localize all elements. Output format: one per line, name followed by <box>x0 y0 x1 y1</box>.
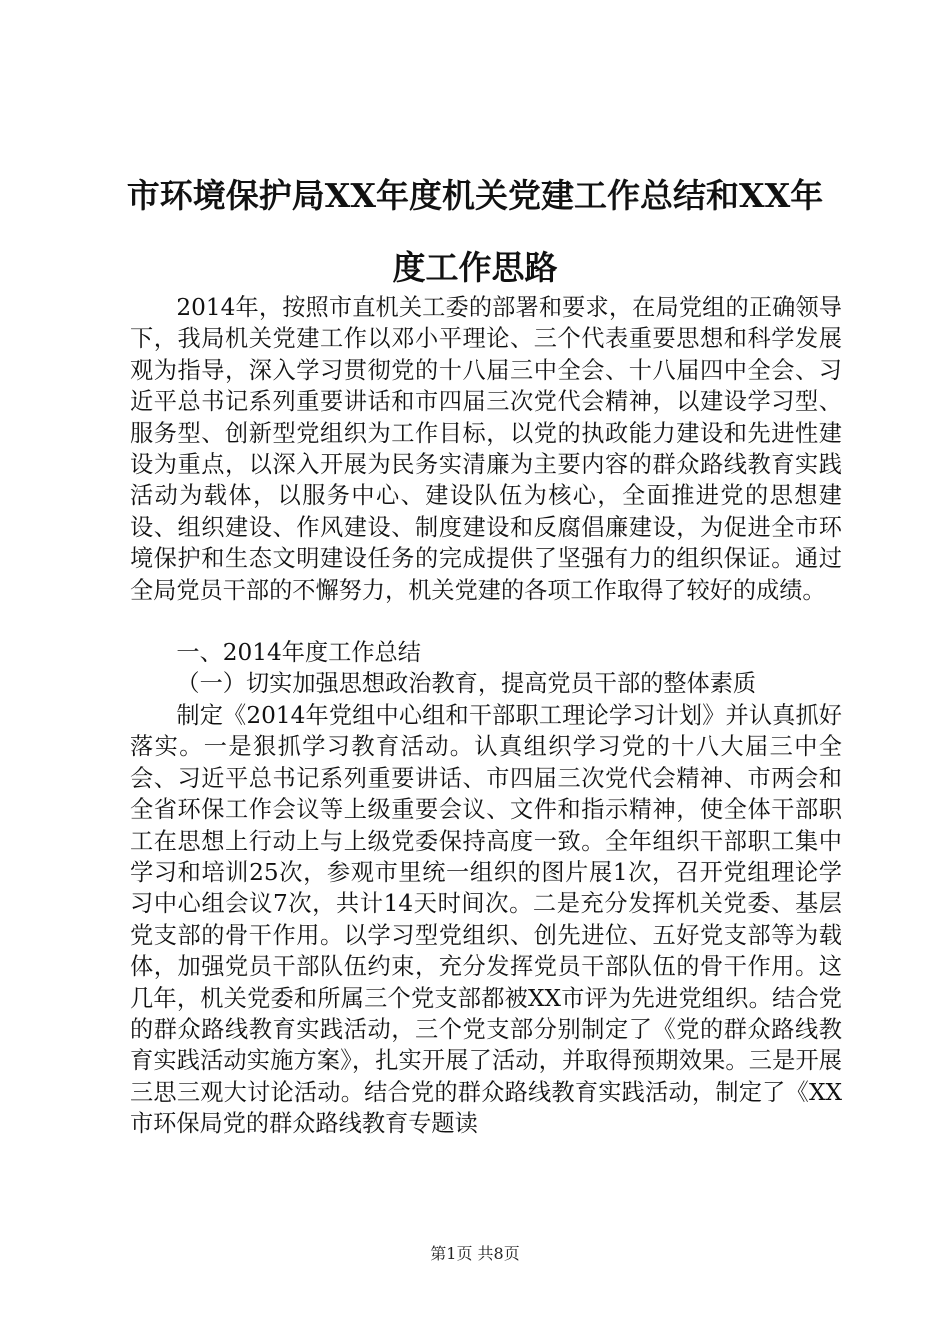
section-body-paragraph: 制定《2014年党组中心组和干部职工理论学习计划》并认真抓好落实。一是狠抓学习教育活动。认真组织学习党的十八大届三中全会、习近平总书记系列重要讲话、市四届三次党代会精神、市两会和全省环保工作会议等上级重要会议、文件和指示精神，使全体干部职工在思想上行动上与上级党委保持高度一致。全年组织干部职工集中学习和培训25次，参观市里统一组织的图片展1次，召开党组理论学习中心组会议7次，共计14天时间次。二是充分发挥机关党委、基层党支部的骨干作用。以学习型党组织、创先进位、五好党支部等为载体，加强党员干部队伍约束，充分发挥党员干部队伍的骨干作用。这几年，机关党委和所属三个党支部都被XX市评为先进党组织。结合党的群众路线教育实践活动，三个党支部分别制定了《党的群众路线教育实践活动实施方案》，扎实开展了活动，并取得预期效果。三是开展三思三观大讨论活动。结合党的群众路线教育实践活动，制定了《XX市环保局党的群众路线教育专题读 <box>130 701 842 1138</box>
intro-paragraph: 2014年，按照市直机关工委的部署和要求，在局党组的正确领导下，我局机关党建工作以邓小平理论、三个代表重要思想和科学发展观为指导，深入学习贯彻党的十八届三中全会、十八届四中全会、习近平总书记系列重要讲话和市四届三次党代会精神，以建设学习型、服务型、创新型党组织为工作目标，以党的执政能力建设和先进性建设为重点，以深入开展为民务实清廉为主要内容的群众路线教育实践活动为载体，以服务中心、建设队伍为核心，全面推进党的思想建设、组织建设、作风建设、制度建设和反腐倡廉建设，为促进全市环境保护和生态文明建设任务的完成提供了坚强有力的组织保证。通过全局党员干部的不懈努力，机关党建的各项工作取得了较好的成绩。 <box>130 294 842 604</box>
section-heading: 一、2014年度工作总结 <box>176 639 421 667</box>
subsection-heading: （一）切实加强思想政治教育，提高党员干部的整体素质 <box>176 670 757 698</box>
document-title: 市环境保护局XX年度机关党建工作总结和XX年度工作思路 <box>126 176 824 287</box>
document-body <box>130 292 842 1140</box>
page-footer: 第1页 共8页 <box>430 1244 520 1263</box>
